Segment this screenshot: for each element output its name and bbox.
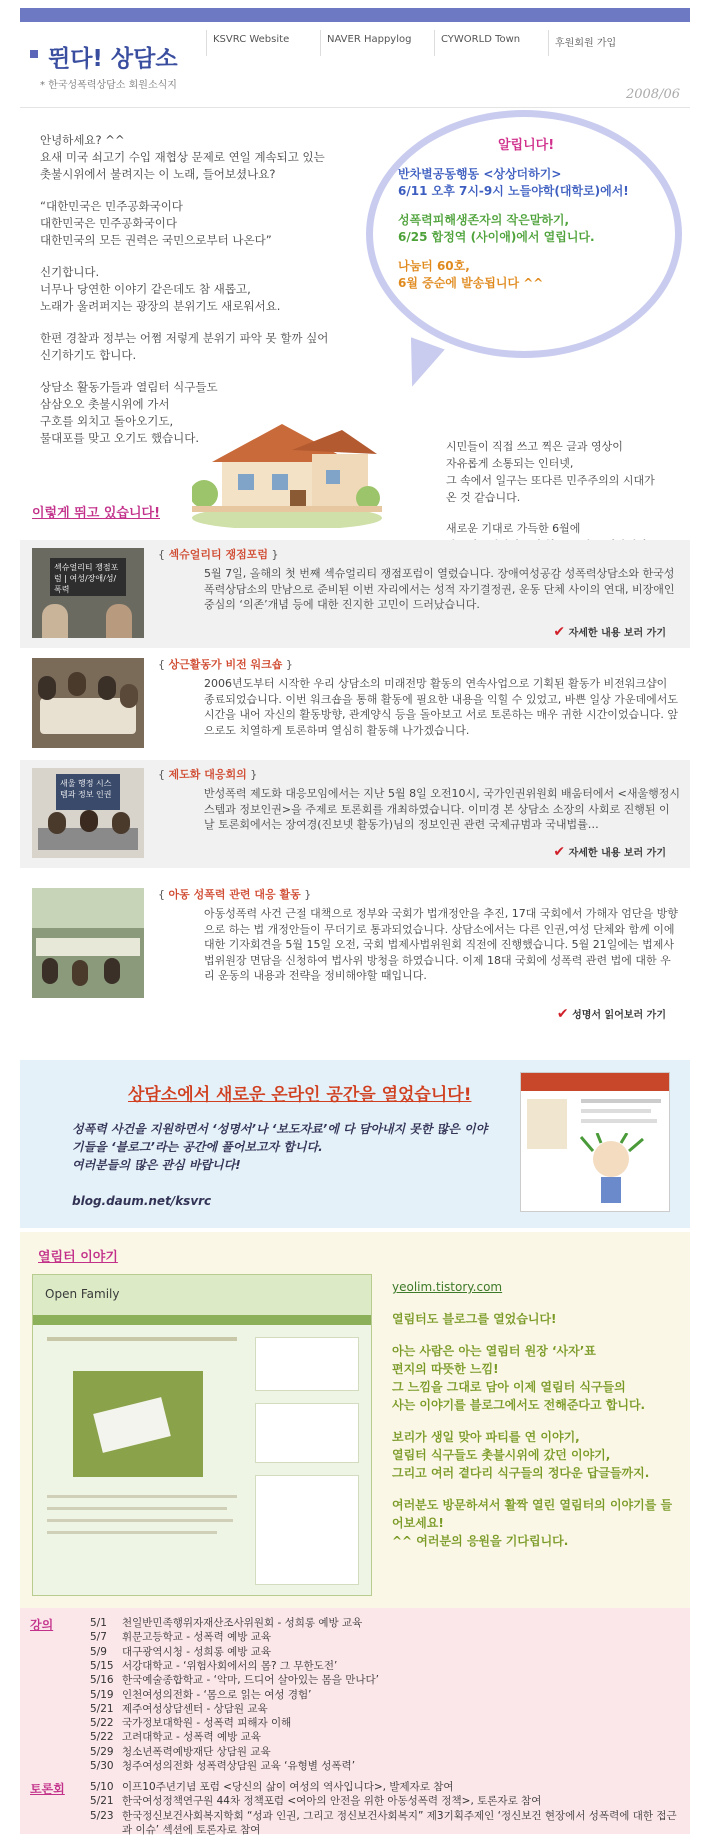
news-category-label: 섹슈얼리티 쟁점포럼 [168, 548, 268, 561]
photo-banner: 새울 행정 시스템과 정보 인권 [56, 774, 120, 810]
intro-paragraph: 신기합니다. 너무나 당연한 이야기 같은데도 참 새롭고, 노래가 울려퍼지는 광장의 분위기도 새로워서요. [40, 265, 281, 313]
blog-url-link[interactable]: blog.daum.net/ksvrc [72, 1194, 212, 1208]
lecture-date: 5/19 [90, 1688, 114, 1701]
forum-date: 5/21 [90, 1795, 114, 1808]
blog-screenshot [520, 1072, 670, 1212]
news-photo [32, 888, 144, 998]
read-more-link[interactable] [553, 624, 666, 640]
top-bar [20, 8, 690, 22]
news-item [20, 540, 690, 648]
cartoon-figure-icon [571, 1133, 651, 1209]
forum-title: 한국정신보건사회복지학회 “성과 인권, 그리고 정신보건사회복지” 제3기획주제인 ‘정신보건 현장에서 성폭력에 대한 접근과 이슈’ 섹션에 토론자로 참여 [122, 1809, 677, 1836]
yeollimteo-blog-screenshot [32, 1274, 372, 1596]
check-icon: ✔ [553, 624, 566, 640]
forum-title: 이프10주년기념 포럼 <당신의 삶이 여성의 역사입니다>, 발제자로 참여 [122, 1781, 454, 1793]
lecture-title: 청소년폭력예방재단 상담원 교육 [122, 1745, 271, 1758]
link-cyworld-town[interactable]: CYWORLD Town [434, 30, 548, 56]
house-illustration [192, 410, 382, 528]
yeollimteo-url-link[interactable]: yeolim.tistory.com [392, 1280, 503, 1294]
closing-paragraph: 새로운 기대로 가득한 6월에 [446, 522, 581, 535]
yeollimteo-title: 열림터 이야기 [38, 1250, 118, 1265]
yeollimteo-section [20, 1232, 690, 1608]
lecture-row [90, 1702, 680, 1716]
news-category: { 아동 성폭력 관련 대응 활동 } [158, 888, 312, 901]
lecture-title: 인천여성의전화 - ‘몸으로 읽는 여성 경험’ [122, 1688, 312, 1701]
lecture-date: 5/7 [90, 1631, 107, 1644]
notice-item: 나눔터 60호, 6월 중순에 발송됩니다 ^^ [398, 259, 544, 290]
lecture-row [90, 1688, 680, 1702]
news-item [20, 650, 690, 758]
lecture-date: 5/30 [90, 1760, 114, 1772]
lecture-row [90, 1630, 680, 1644]
lecture-title: 서강대학교 - ‘위험사회에서의 몸? 그 무한도전’ [122, 1659, 338, 1672]
lecture-title: 천일반민족행위자재산조사위원회 - 성희롱 예방 교육 [122, 1617, 363, 1629]
schedule-section [20, 1608, 690, 1834]
newsletter-subtitle: * 한국성폭력상담소 회원소식지 [40, 80, 177, 91]
lecture-row [90, 1645, 680, 1659]
lecture-title: 청주여성의전화 성폭력상담원 교육 ‘유형별 성폭력’ [122, 1760, 356, 1772]
news-category-label: 제도화 대응회의 [168, 768, 247, 781]
read-more-label: 자세한 내용 보러 가기 [568, 628, 666, 639]
read-more-link[interactable] [557, 1006, 666, 1022]
lecture-title: 국가정보대학원 - 성폭력 피해자 이해 [122, 1717, 292, 1730]
lecture-row [90, 1745, 680, 1759]
news-item [20, 880, 690, 1030]
news-category: { 제도화 대응회의 } [158, 768, 258, 781]
lecture-date: 5/1 [90, 1617, 107, 1629]
intro-paragraph: 안녕하세요? ^^ 요새 미국 쇠고기 수입 재협상 문제로 연일 계속되고 있는 촛불시위에서 불려지는 이 노래, 들어보셨나요? [40, 133, 325, 181]
yeollimteo-paragraph: 아는 사람은 아는 열림터 원장 ‘사자’표 편지의 따뜻한 느낌! 그 느낌을 그대로 담아 이제 열림터 식구들의 사는 이야기를 블로그에서도 전해준다고 합니다. [392, 1344, 646, 1412]
lecture-title: 휘문고등학교 - 성폭력 예방 교육 [122, 1631, 271, 1644]
read-more-label: 자세한 내용 보러 가기 [568, 848, 666, 859]
lecture-row [90, 1730, 680, 1744]
lecture-label: 강의 [30, 1618, 54, 1632]
intro-paragraph: “대한민국은 민주공화국이다 대한민국은 민주공화국이다 대한민국의 모든 권력은 국민으로부터 나온다” [40, 199, 272, 247]
section-heading: 이렇게 뛰고 있습니다! [32, 506, 161, 521]
lecture-row [90, 1673, 680, 1687]
news-body: 2006년도부터 시작한 우리 상담소의 미래전망 활동의 연속사업으로 기획된 활동가 비전워크샵이 종료되었습니다. 이번 워크숍을 통해 활동에 필요한 내용을 익힐 수 있었고, 바쁜 일상 가운데에서도 시간을 내어 자신의 활동방향, 관계양식 등을 돌아보고 서로 토론하는 매우 귀한 시간이었습니다. 앞으로도 치열하게 토론하며 열심히 활동해 나가겠습니다. [204, 677, 678, 737]
news-category-label: 상근활동가 비전 워크숍 [168, 658, 283, 671]
lecture-row [90, 1716, 680, 1730]
lecture-row [90, 1759, 680, 1773]
issue-date: 2008/06 [625, 87, 680, 102]
blog-text: 성폭력 사건을 지원하면서 ‘성명서’나 ‘보도자료’에 다 담아내지 못한 많은 이야기들을 ‘블로그’라는 공간에 풀어보고자 합니다. 여러분들의 많은 관심 바랍니다! [72, 1122, 488, 1172]
site-name: Open Family [45, 1287, 120, 1301]
lecture-row [90, 1616, 680, 1630]
news-category-label: 아동 성폭력 관련 대응 활동 [168, 888, 301, 901]
lecture-date: 5/22 [90, 1731, 114, 1744]
lecture-date: 5/21 [90, 1702, 114, 1715]
check-icon: ✔ [556, 1006, 569, 1022]
read-more-link[interactable] [553, 844, 666, 860]
bubble-tail [395, 337, 445, 393]
check-icon: ✔ [553, 844, 566, 860]
news-body: 5월 7일, 올해의 첫 번째 섹슈얼리티 쟁점포럼이 열렸습니다. 장애여성공감 성폭력상담소와 한국성폭력상담소의 만남으로 준비된 이번 자리에서는 성적 자기결정권, 운동 단체 사이의 연대, 비장애인중심의 ‘의존’개념 등에 대한 진지한 고민이 드러났습니다. [204, 567, 675, 611]
yeollimteo-paragraph: 여러분도 방문하셔서 활짝 열린 열림터의 이야기를 들어보세요! ^^ 여러분의 응원을 기다립니다. [392, 1498, 673, 1548]
read-more-label: 성명서 읽어보러 가기 [572, 1010, 666, 1021]
news-photo [32, 768, 144, 858]
newsletter-title: 뛴다! 상담소 [48, 46, 178, 72]
logo-square-icon [30, 50, 38, 58]
forum-row [90, 1794, 680, 1808]
forum-date: 5/10 [90, 1781, 114, 1793]
lecture-title: 대구광역시청 - 성희롱 예방 교육 [122, 1645, 271, 1658]
forum-row [90, 1809, 680, 1838]
news-photo [32, 658, 144, 748]
photo-banner: 섹슈얼리티 쟁점포럼 | 여성/장애/성/폭력 [50, 558, 126, 596]
lecture-title: 한국예술종합학교 - ‘악마, 드디어 살아있는 몸을 만나다’ [122, 1674, 379, 1687]
header [20, 22, 690, 108]
intro-paragraph: 한편 경찰과 정부는 어쩜 저렇게 분위기 파악 못 할까 싶어 신기하기도 합니다. [40, 331, 329, 362]
lecture-date: 5/15 [90, 1659, 114, 1672]
lecture-date: 5/22 [90, 1717, 114, 1730]
link-donate[interactable]: 후원회원 가입 [548, 30, 662, 56]
notice-item: 반차별공동행동 <상상더하기> 6/11 오후 7시-9시 노들야학(대학로)에서! [398, 167, 629, 198]
link-ksvrc-website[interactable]: KSVRC Website [206, 30, 320, 56]
notice-title: 알립니다! [498, 138, 555, 153]
news-body: 아동성폭력 사건 근절 대책으로 정부와 국회가 법개정안을 추진, 17대 국회에서 가해자 엄단을 방향으로 하는 법 개정안들이 무더기로 통과되었습니다. 상담소에서는 다른 인권,여성 단체와 함께 이에 대한 기자회견을 5월 15일 오전, 국회 법제사법위원회 직전에 진행했습니다. 5월 21일에는 법제사법위원장 면담을 신청하여 법사위 방청을 하였습니다. 이제 18대 국회에 성폭력 관련 법에 대한 우리 운동의 내용과 전략을 정비해야할 때입니다. [204, 907, 678, 982]
lecture-date: 5/16 [90, 1674, 114, 1687]
news-category: { 섹슈얼리티 쟁점포럼 } [158, 548, 279, 561]
yeollimteo-paragraph: 열림터도 블로그를 열었습니다! [392, 1312, 557, 1326]
intro-section [20, 110, 690, 535]
news-category: { 상근활동가 비전 워크숍 } [158, 658, 293, 671]
yeollimteo-paragraph: 보리가 생일 맞아 파티를 연 이야기, 열림터 식구들도 촛불시위에 갔던 이야기, 그리고 여러 곁다리 식구들의 정다운 답글들까지. [392, 1430, 650, 1480]
link-naver-happylog[interactable]: NAVER Happylog [320, 30, 434, 56]
forum-date: 5/23 [90, 1809, 114, 1822]
header-links [206, 30, 662, 56]
intro-paragraph: 상담소 활동가들과 열림터 식구들도 삼삼오오 촛불시위에 가서 구호를 외치고 돌아오기도, 물대포를 맞고 오기도 했습니다. [40, 380, 218, 445]
forum-row [90, 1780, 680, 1794]
lecture-title: 제주여성상담센터 - 상담원 교육 [122, 1702, 268, 1715]
news-photo [32, 548, 144, 638]
blog-title: 상담소에서 새로운 온라인 공간을 열었습니다! [128, 1085, 472, 1105]
yeollimteo-text [392, 1310, 682, 1564]
blog-announcement [20, 1060, 690, 1228]
closing-paragraph: 시민들이 직접 쓰고 찍은 글과 영상이 자유롭게 소통되는 인터넷, 그 속에서 일구는 또다른 민주주의의 시대가 온 것 같습니다. [446, 440, 655, 504]
notice-list [398, 166, 668, 304]
news-item [20, 760, 690, 868]
notice-item: 성폭력피해생존자의 작은말하기, 6/25 합정역 (사이애)에서 열립니다. [398, 213, 595, 244]
news-body: 반성폭력 제도화 대응모임에서는 지난 5월 8일 오전10시, 국가인권위원회 배움터에서 <새울행정시스템과 정보인권>을 주제로 토론회를 개최하였습니다. 이미경 본 상담소 소장의 사회로 진행된 이날 토론회에서는 장여경(진보넷 활동가)님의 정보인권 관련 국제규범과 국내법률… [204, 787, 680, 831]
lecture-title: 고려대학교 - 성폭력 예방 교육 [122, 1731, 261, 1744]
forum-title: 한국여성정책연구원 44차 정책포럼 <여아의 안전을 위한 아동성폭력 정책>, 토론자로 참여 [122, 1795, 542, 1808]
lecture-date: 5/9 [90, 1645, 107, 1658]
forum-label: 토론회 [30, 1782, 65, 1796]
lecture-row [90, 1659, 680, 1673]
lecture-date: 5/29 [90, 1745, 114, 1758]
